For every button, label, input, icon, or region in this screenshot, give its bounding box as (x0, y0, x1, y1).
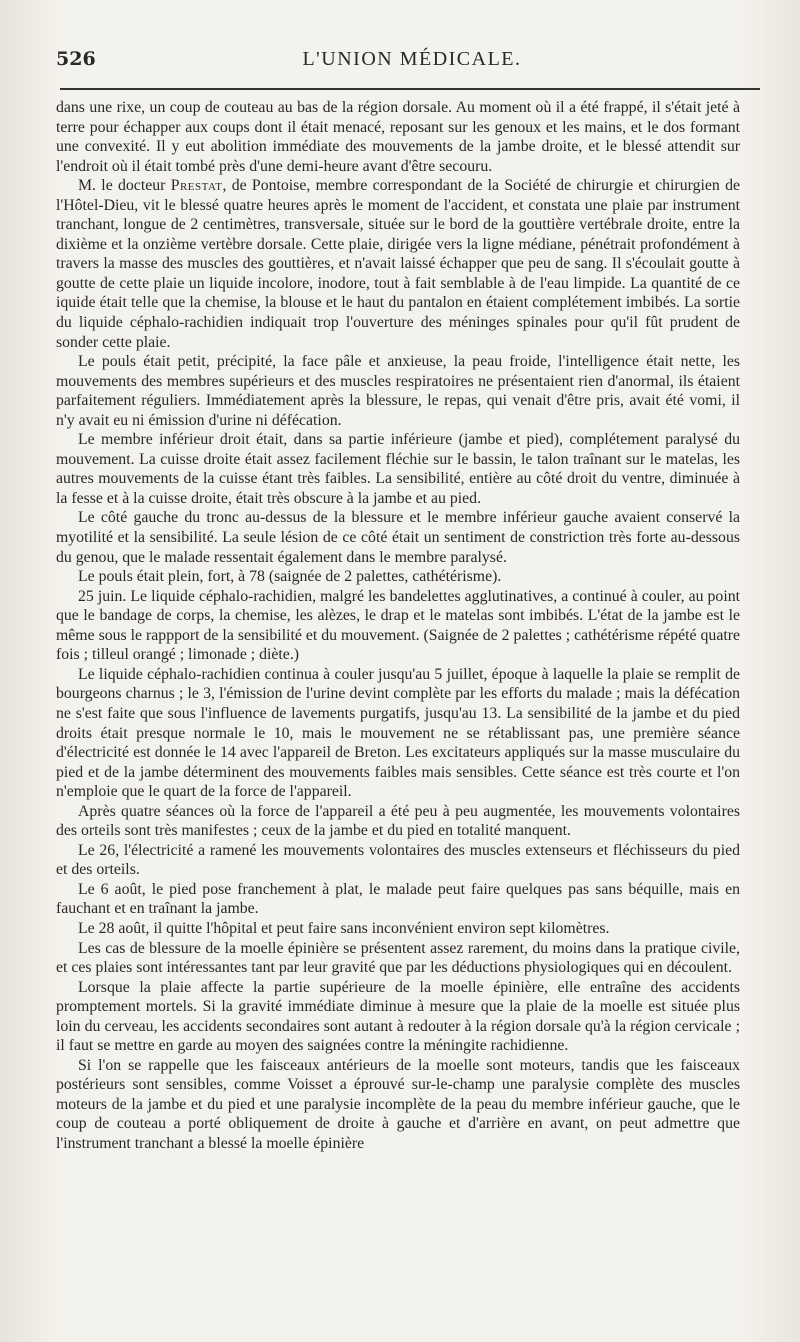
page-header (56, 48, 768, 84)
paragraph: Le 28 août, il quitte l'hôpital et peut faire sans inconvénient environ sept kilomètres. (78, 919, 610, 937)
paragraph-lead: M. le docteur (78, 177, 171, 195)
paragraph: Le liquide céphalo-rachidien continua à couler jusqu'au 5 juillet, époque à laquelle la plaie se remplit de bourgeons charnus ; le 3, l'émission de l'urine devint complète par les efforts du malade ; mais la défécation ne s'est faite que sous l'influence de lavements purgatifs, jusqu'au 13. La sensibilité de la jambe et du pied droits était presque normale le 10, mais le mouvement ne se rétablissant pas, une première séance d'électricité est donnée le 14 avec l'appareil de Breton. Les excitateurs appliqués sur la masse musculaire du pied et de la jambe déterminent des mouvements faibles mais sensibles. Cette séance est très courte et l'on n'emploie que le quart de la force de l'appareil. (56, 665, 740, 801)
paragraph: Les cas de blessure de la moelle épinière se présentent assez rarement, du moins dans la pratique civile, et ces plaies sont intéressantes tant par leur gravité que par les déductions physiologiques qui en découlent. (56, 939, 740, 977)
paragraph: Le 26, l'électricité a ramené les mouvements volontaires des muscles extenseurs et fléchisseurs du pied et des orteils. (56, 841, 740, 879)
paragraph (56, 176, 740, 352)
page-number: 526 (56, 48, 96, 70)
paragraph: 25 juin. Le liquide céphalo-rachidien, malgré les bandelettes agglutinatives, a continué à couler, au point que le bandage de corps, la chemise, les alèzes, le drap et le matelas sont imbibés. L'état de la jambe est le même sous le rappport de la sensibilité et du mouvement. (Saignée de 2 palettes ; cathétérisme répété quatre fois ; tilleul orangé ; limonade ; diète.) (56, 587, 740, 664)
paragraph: dans une rixe, un coup de couteau au bas de la région dorsale. Au moment où il a été frappé, il s'était jeté à terre pour échapper aux coups dont il était menacé, reposant sur les genoux et les mains, et le dos formant une convexité. Il y eut abolition immédiate des mouvements de la jambe droite, et le blessé attendit sur l'endroit où il était tombé près d'une demi-heure avant d'être secouru. (56, 99, 740, 175)
paragraph: Lorsque la plaie affecte la partie supérieure de la moelle épinière, elle entraîne des accidents promptement mortels. Si la gravité immédiate diminue à mesure que la plaie de la moelle est située plus loin du cerveau, les accidents secondaires sont autant à redouter à la région dorsale qu'à la région cervicale ; il faut se mettre en garde au moyen des saignées contre la méningite rachidienne. (56, 978, 740, 1055)
article-body (56, 98, 740, 1154)
paragraph: Après quatre séances où la force de l'appareil a été peu à peu augmentée, les mouvements volontaires des orteils sont très manifestes ; ceux de la jambe et du pied en totalité manquent. (56, 802, 740, 840)
paragraph: Si l'on se rappelle que les faisceaux antérieurs de la moelle sont moteurs, tandis que les faisceaux postérieurs sont sensibles, comme Voisset a éprouvé sur-le-champ une paralysie complète des muscles moteurs de la jambe et du pied et une paralysie incomplète de la peau du membre inférieur gauche, que le coup de couteau a porté obliquement de droite à gauche et d'arrière en avant, on peut admettre que l'instrument tranchant a blessé la moelle épinière (56, 1056, 740, 1152)
paragraph: Le 6 août, le pied pose franchement à plat, le malade peut faire quelques pas sans béquille, mais en fauchant et en traînant la jambe. (56, 880, 740, 918)
doctor-name: Prestat (170, 177, 223, 195)
paragraph: Le pouls était petit, précipité, la face pâle et anxieuse, la peau froide, l'intelligence était nette, les mouvements des membres supérieurs et des muscles respiratoires ne présentaient rien d'anormal, ils étaient parfaitement réguliers. Immédiatement après la blessure, le repas, qui venait d'être pris, avait été vomi, il n'y avait eu ni émission d'urine ni défécation. (56, 353, 740, 429)
paragraph: Le membre inférieur droit était, dans sa partie inférieure (jambe et pied), complétement paralysé du mouvement. La cuisse droite était assez facilement fléchie sur le bassin, le talon traînant sur le matelas, les autres mouvements de la cuisse étant très faibles. La sensibilité, entière au côté droit du ventre, diminuée à la fesse et à la cuisse droite, était très obscure à la jambe et au pied. (56, 431, 740, 507)
running-title: L'UNION MÉDICALE. (302, 48, 522, 70)
paragraph: Le côté gauche du tronc au-dessus de la blessure et le membre inférieur gauche avaient conservé la myotilité et la sensibilité. La seule lésion de ce côté était un sentiment de constriction très forte au-dessous du genou, que le malade ressentait également dans le membre paralysé. (56, 509, 740, 566)
paragraph-rest: , de Pontoise, membre correspondant de la Société de chirurgie et chirurgien de l'Hôtel-Dieu, vit le blessé quatre heures après le moment de l'accident, et constata une plaie par instrument tranchant, longue de 2 centimètres, transversale, située sur le bord de la gouttière vertébrale droite, entre la dixième et la onzième vertèbre dorsale. Cette plaie, dirigée vers la ligne médiane, pénétrait profondément à travers la masse des muscles des gouttières, et n'avait laissé échapper que peu de sang. Il s'écoulait goutte à goutte de cette plaie un liquide incolore, inodore, tout à fait semblable à de l'eau limpide. La quantité de ce iquide était telle que la chemise, la blouse et le haut du pantalon en étaient complétement imbibés. La sortie du liquide céphalo-rachidien indiquait trop l'ouverture des méninges spinales pour qu'il fût prudent de sonder cette plaie. (56, 177, 740, 351)
header-rule (60, 88, 760, 90)
paragraph: Le pouls était plein, fort, à 78 (saignée de 2 palettes, cathétérisme). (78, 568, 502, 586)
